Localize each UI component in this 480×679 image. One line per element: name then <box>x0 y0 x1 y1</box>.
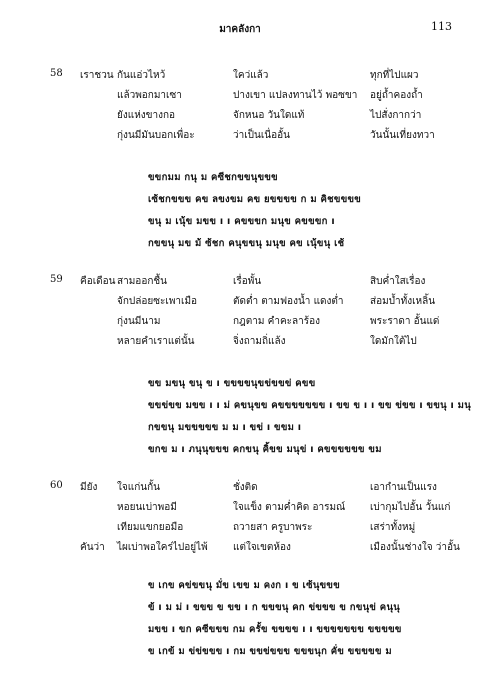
verse-text: พระราดา อั้นแด่ <box>370 316 440 327</box>
verse-text: ส่อมบ้ำทั้งเหลิ้น <box>370 296 436 307</box>
verse-label: คือเดือน <box>80 276 116 287</box>
verse-text: เอากำนเป็นแรง <box>370 482 437 493</box>
verse-text: สามออกชื้น <box>117 276 167 287</box>
verse-text: หอยนเบ่าพอมี <box>117 502 177 513</box>
verse-text: เสร่าทั้งหมู่ <box>370 522 416 533</box>
verse-text: ถวายสา ครูบาพระ <box>233 522 313 533</box>
verse-text: เมืองนั้นช่างใจ ว่าอั้น <box>370 542 460 553</box>
verse-text: ไปสั่งกากว่า <box>370 110 422 121</box>
verse-text: กันแอ่วไหว้ <box>117 70 166 81</box>
verse-text: ใจแก่นกั้น <box>117 482 160 493</box>
verse-text: สิบค่ำใสเรื่อง <box>370 276 426 287</box>
verse-text: ทุกที่ไปแผว <box>370 70 419 81</box>
verse-label: มียัง <box>80 482 98 493</box>
verse-text: ไผเบ่าพอใคร่ไปอยู่ไพ้ <box>117 542 208 553</box>
verse-text: หลายคำเราแต่นั้น <box>117 336 195 347</box>
verse-text: แล้วพอกมาเซา <box>117 90 182 101</box>
verse-text: ใดมักใต้ไป <box>370 336 417 347</box>
verse-text: กฎตาม คำคะลาร้อง <box>233 316 321 327</box>
verse-text: กุ่งนมีมันบอกเพื่อะ <box>117 130 195 141</box>
script-line: กขขนุ มขขขขข ม ม ı ขข่ ı ขขม ı <box>148 422 302 433</box>
script-line: มขข ı ขก คซีขขข กม ครั้ข ขขขข ı ı ขขขขขขข ขขขขข <box>148 624 402 635</box>
verse-text: แต่ใจเขตห้อง <box>233 542 291 553</box>
verse-text: ว่าเป็นเนื่ออั้น <box>233 130 290 141</box>
script-line: ขข มขนุ ขนุ ข ı ขขขขนุขข่ขขข่ คขข <box>148 378 316 389</box>
script-line: กขขนุ มข ม้ ซ้ชก คนุขขนุ มนุข คข เนุ้ขนุ เช้ <box>148 238 345 249</box>
verse-text: ชั่งติด <box>233 482 258 493</box>
verse-text: เบ่ากุมไปอั้น วั้นแก่ <box>370 502 451 513</box>
verse-text: เรื่อพั้น <box>233 276 262 287</box>
script-line: เซ้ชกขขข คข ลขงขม คข ยขขขข ก ม คิชขขขข <box>148 194 362 205</box>
verse-text: ใจแข็ง ตามค่ำคิด อารมณ์ <box>233 502 346 513</box>
verse-text: จักปล่อยซะเพาเมือ <box>117 296 198 307</box>
verse-text: จักหนอ วันใดแท้ <box>233 110 305 121</box>
verse-number: 58 <box>50 68 63 79</box>
running-header: มาคลังกา <box>219 24 261 35</box>
verse-label: เราชวน <box>80 70 114 81</box>
verse-text: จิ่งถามถิ่แล้ง <box>233 336 286 347</box>
verse-number: 60 <box>50 480 63 491</box>
verse-text: ตัดต่ำ ตามฟองน้ำ แดงต่ำ <box>233 296 344 307</box>
script-line: ขขข่ขข มขข ı ı ม่ คขนุขข คขขขขขขข ı ขข ข ı ı ขข ข่ขข ı ขขนุ ı มนุ <box>148 400 472 411</box>
verse-text: เทียมแขกยอมือ <box>117 522 184 533</box>
script-line: ข เกข้ ม ข่ข่ขขข ı กม ขขข่ขขข ขขขนุก คั่ข ขขขขข ม <box>148 646 392 657</box>
script-line: ขนุ ม เนุ้ข มขข ı ı คขขขก มนุข คขขขก ı <box>148 216 335 227</box>
verse-text: ปางเขา แปลงทานไว้ พอซขา <box>233 90 358 101</box>
verse-text: ใคว่แล้ว <box>233 70 269 81</box>
script-line: ข้ ı ม ม่ ı ขขข ข ขข ı ก ขขขนุ คก ข่ขขข ข กขนุข่ คนุนุ <box>148 602 401 613</box>
script-line: ข เกข คข่ขขนุ มั่ข เขข ม คงก ı ข เซ้นุขขข <box>148 580 341 591</box>
script-line: ขขกมม กนุ ม คซีชกขขนุขขข <box>148 172 278 183</box>
verse-text: วันนั้นเที่ยงทวา <box>370 130 435 141</box>
verse-label: คันว่า <box>80 542 105 553</box>
verse-text: อยู่ถ้ำคองถ้ำ <box>370 90 423 101</box>
script-line: ขกข ม ı ภนุนุขขข คกขนุ คิ้ขข มนุข่ ı คขขขขขข ขม <box>148 444 382 455</box>
verse-text: ยังแห่งขางกอ <box>117 110 176 121</box>
verse-number: 59 <box>50 274 63 285</box>
page-number: 113 <box>431 20 452 33</box>
verse-text: กุ่งนมีนาม <box>117 316 161 327</box>
